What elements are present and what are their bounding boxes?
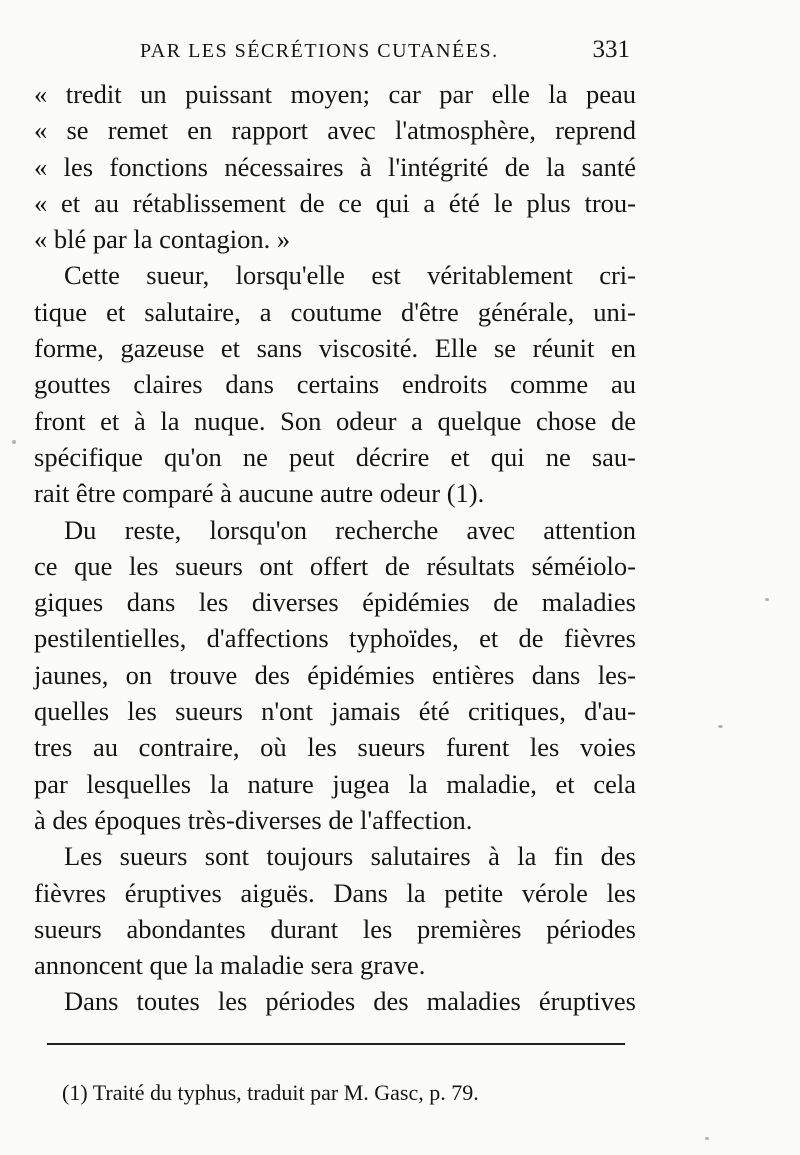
text-line: pestilentielles, d'affections typhoïdes, et de fièvres <box>34 623 636 654</box>
text-line: gouttes claires dans certains endroits comme au <box>34 369 636 400</box>
body-text <box>34 76 636 1020</box>
text-line: spécifique qu'on ne peut décrire et qui ne sau- <box>34 441 636 472</box>
text-line: Dans toutes les périodes des maladies éruptives <box>64 986 636 1017</box>
text-line: par lesquelles la nature jugea la maladie, et cela <box>34 768 636 799</box>
paper-speck <box>765 598 769 601</box>
text-line: jaunes, on trouve des épidémies entières dans les- <box>34 659 636 690</box>
paper-speck <box>12 440 16 444</box>
text-line: giques dans les diverses épidémies de maladies <box>34 587 636 618</box>
footnote: (1) Traité du typhus, traduit par M. Gasc, p. 79. <box>62 1080 479 1105</box>
text-line: « les fonctions nécessaires à l'intégrité de la santé <box>34 151 636 182</box>
text-line: rait être comparé à aucune autre odeur (1). <box>34 478 485 509</box>
page-number: 331 <box>592 36 630 63</box>
running-title: PAR LES SÉCRÉTIONS CUTANÉES. <box>140 40 499 62</box>
text-line: « tredit un puissant moyen; car par elle la peau <box>34 79 636 109</box>
text-line: « se remet en rapport avec l'atmosphère, reprend <box>34 115 636 146</box>
running-head <box>140 36 630 68</box>
text-line: Les sueurs sont toujours salutaires à la fin des <box>64 841 636 872</box>
text-line: forme, gazeuse et sans viscosité. Elle se réunit en <box>34 333 636 364</box>
text-line: sueurs abondantes durant les premières périodes <box>34 913 636 944</box>
text-line: Du reste, lorsqu'on recherche avec attention <box>64 514 636 545</box>
paper-speck <box>718 725 723 728</box>
footnote-rule <box>47 1043 625 1045</box>
text-line: Cette sueur, lorsqu'elle est véritablement cri- <box>64 260 636 291</box>
text-line: quelles les sueurs n'ont jamais été critiques, d'au- <box>34 696 636 727</box>
text-line: front et à la nuque. Son odeur a quelque chose de <box>34 405 636 436</box>
text-line: annoncent que la maladie sera grave. <box>34 950 426 981</box>
text-line: « blé par la contagion. » <box>34 224 291 255</box>
text-line: fièvres éruptives aiguës. Dans la petite vérole les <box>34 877 636 908</box>
paper-speck <box>705 1137 709 1140</box>
text-line: « et au rétablissement de ce qui a été le plus trou- <box>34 187 636 218</box>
text-line: tres au contraire, où les sueurs furent les voies <box>34 732 636 763</box>
text-line: tique et salutaire, a coutume d'être générale, uni- <box>34 296 636 327</box>
text-line: ce que les sueurs ont offert de résultats séméiolo- <box>34 550 636 581</box>
text-line: à des époques très-diverses de l'affection. <box>34 804 473 835</box>
